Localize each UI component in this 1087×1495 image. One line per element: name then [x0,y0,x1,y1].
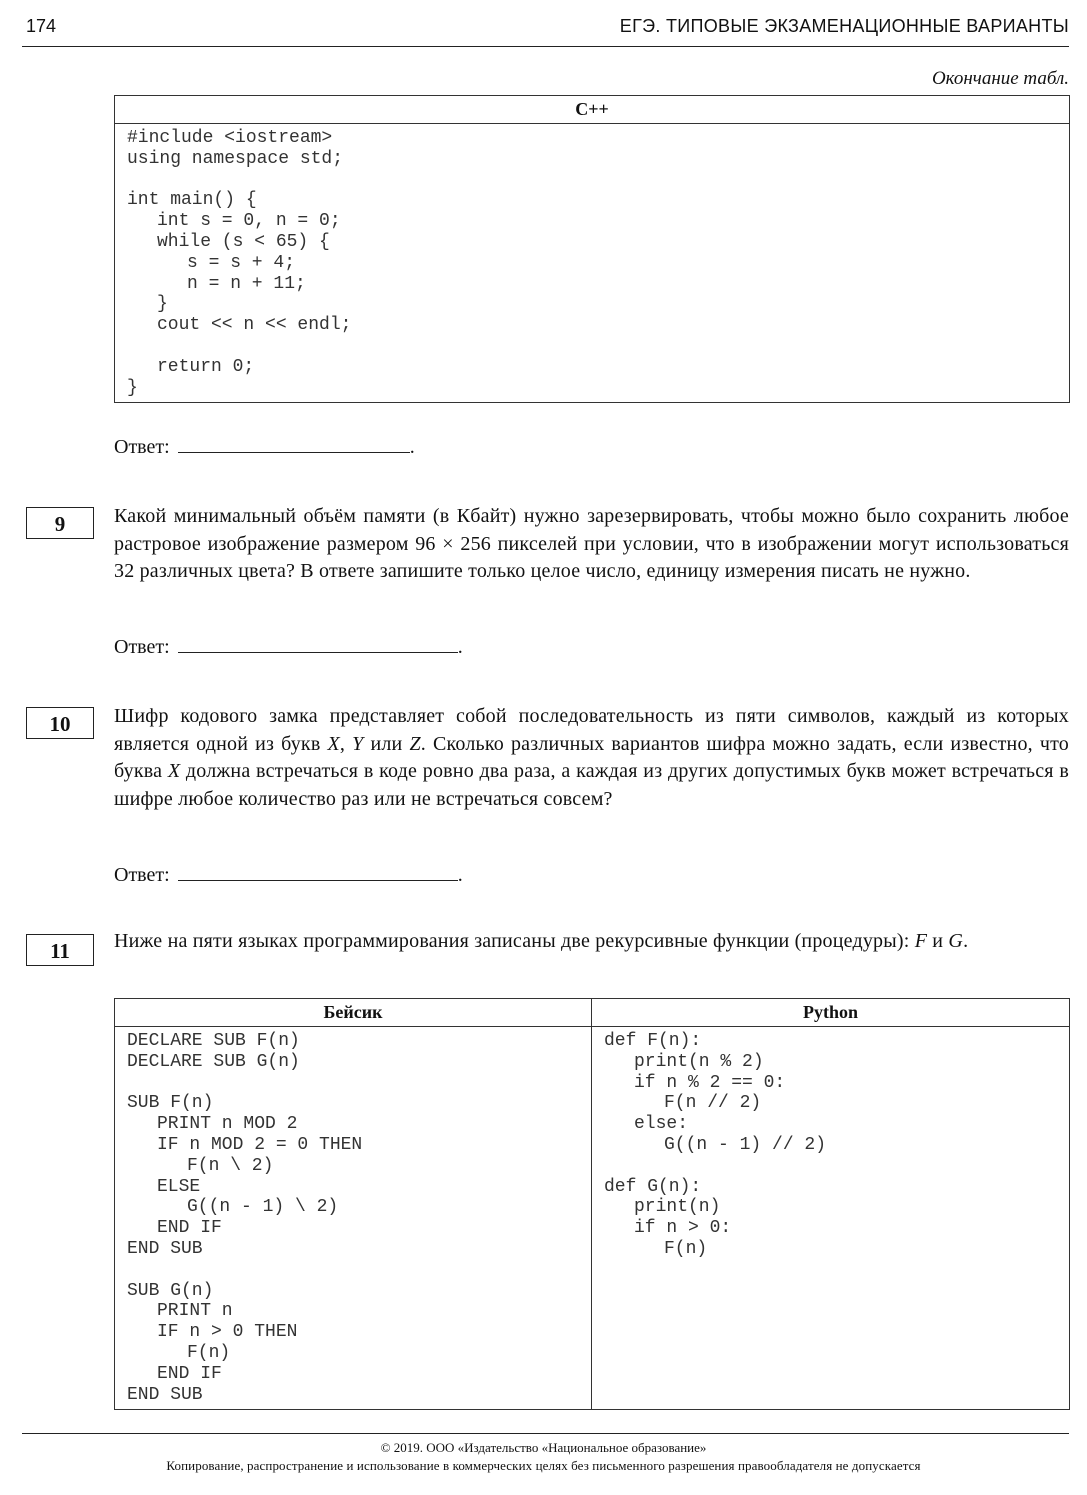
python-code-block [604,1031,1057,1260]
basic-heading: Бейсик [115,999,592,1027]
basic-code-line: END SUB [127,1238,203,1259]
python-code-line: print(n % 2) [634,1051,764,1072]
cpp-code-line: int s = 0, n = 0; [157,211,341,232]
cpp-code-line: return 0; [157,356,255,377]
cpp-code-block [127,128,1057,398]
python-code-line: print(n) [634,1197,721,1218]
basic-code-line: IF n > 0 THEN [157,1322,298,1343]
cpp-code-line: using namespace std; [127,148,344,169]
q10-text-part: . Сколько различных вариантов шифра можно задать, если известно, что буква [114,732,1069,782]
basic-code-line: DECLARE SUB G(n) [127,1051,300,1072]
cpp-code-line: while (s < 65) { [157,231,330,252]
answer-input-9[interactable] [178,634,458,653]
basic-code-line [127,1073,579,1094]
recursion-code-table [114,998,1070,1410]
basic-code-line: SUB F(n) [127,1093,214,1114]
q10-var-z: Z [409,732,421,755]
cpp-code-line: } [157,294,168,315]
q10-var-x: X [327,732,340,755]
cpp-code-line [127,336,1057,357]
python-code-line: def F(n): [604,1031,702,1051]
python-code-line: def G(n): [604,1176,702,1197]
basic-code-cell [115,1027,592,1410]
basic-code-line: F(n \ 2) [187,1155,274,1176]
answer-10 [114,862,463,887]
basic-code-line: END IF [157,1218,222,1239]
cpp-code-line: int main() { [127,190,257,211]
cpp-code-line: s = s + 4; [187,252,296,273]
python-code-line [604,1156,1057,1177]
answer-input-8[interactable] [178,434,410,453]
python-heading: Python [592,999,1070,1027]
basic-code-line: SUB G(n) [127,1280,214,1301]
answer-period: . [457,636,463,658]
footer-notice: Копирование, распространение и использование в коммерческих целях без письменного разрешения правообладателя не допускается [166,1458,921,1473]
cpp-heading: C++ [115,96,1070,124]
basic-code-line: IF n MOD 2 = 0 THEN [157,1134,363,1155]
question-text-10 [114,703,1069,813]
cpp-code-line [127,170,1057,191]
basic-code-line: PRINT n MOD 2 [157,1114,298,1135]
answer-label: Ответ: [114,636,170,658]
python-code-line: F(n) [664,1238,708,1259]
question-text-11 [114,928,1069,956]
answer-period: . [409,436,415,458]
cpp-code-cell [115,124,1070,403]
answer-period: . [457,864,463,886]
cpp-code-table [114,95,1070,403]
answer-label: Ответ: [114,864,170,886]
python-code-line: F(n // 2) [664,1093,762,1114]
q10-text-part: , [339,732,353,755]
q10-text-part: или [363,732,410,755]
question-number-9: 9 [26,507,94,539]
q10-var-x: X [167,760,181,782]
basic-code-line: G((n - 1) \ 2) [187,1197,339,1218]
basic-code-line: PRINT n [157,1301,233,1322]
basic-code-line: DECLARE SUB F(n) [127,1031,300,1051]
answer-label: Ответ: [114,436,170,458]
basic-code-line: F(n) [187,1342,231,1363]
q11-var-f: F [914,930,928,952]
answer-9 [114,634,463,659]
answer-input-10[interactable] [178,862,458,881]
q11-text-part: и [927,930,949,952]
basic-code-block [127,1031,579,1405]
basic-code-line: ELSE [157,1176,201,1197]
cpp-code-line: cout << n << endl; [157,315,352,336]
footer-copyright: © 2019. ООО «Издательство «Национальное образование» [380,1440,707,1455]
question-number-11: 11 [26,934,94,966]
q11-text-part: . [963,930,969,952]
q11-var-g: G [948,930,964,952]
basic-code-line: END IF [157,1363,222,1384]
cpp-code-line: } [127,377,138,398]
python-code-line: if n % 2 == 0: [634,1072,786,1093]
running-header-title: ЕГЭ. ТИПОВЫЕ ЭКЗАМЕНАЦИОННЫЕ ВАРИАНТЫ [619,16,1069,36]
python-code-line: G((n - 1) // 2) [664,1134,827,1155]
q10-text-part: Шифр кодового замка представляет собой последовательность из пяти символов, каждый из которых является одной из букв [114,705,1069,755]
basic-code-line [127,1260,579,1281]
header-divider [22,46,1069,47]
python-code-line: if n > 0: [634,1218,732,1239]
cpp-code-line: #include <iostream> [127,128,333,148]
question-text-9: Какой минимальный объём памяти (в Кбайт) нужно зарезервировать, чтобы можно было сохранить любое растровое изображение размером 96 × 256 пикселей при условии, что в изображении могут использоваться 32 различных цвета? В ответе запишите только целое число, единицу измерения писать не нужно. [114,505,1069,582]
q10-text-part: должна встречаться в коде ровно два раза, а каждая из других допустимых букв может встречаться в шифре любое количество раз или не встречаться совсем? [114,760,1069,810]
question-number-10: 10 [26,707,94,739]
python-code-line: else: [634,1114,689,1135]
q11-text-part: Ниже на пяти языках программирования записаны две рекурсивные функции (процедуры): [114,930,915,952]
table-caption: Окончание табл. [931,68,1069,89]
cpp-code-line: n = n + 11; [187,273,306,294]
page-number: 174 [26,16,57,36]
answer-8 [114,434,415,459]
footer-divider [22,1433,1069,1434]
python-code-cell [592,1027,1070,1410]
basic-code-line: END SUB [127,1384,203,1405]
q10-var-y: Y [352,732,364,755]
